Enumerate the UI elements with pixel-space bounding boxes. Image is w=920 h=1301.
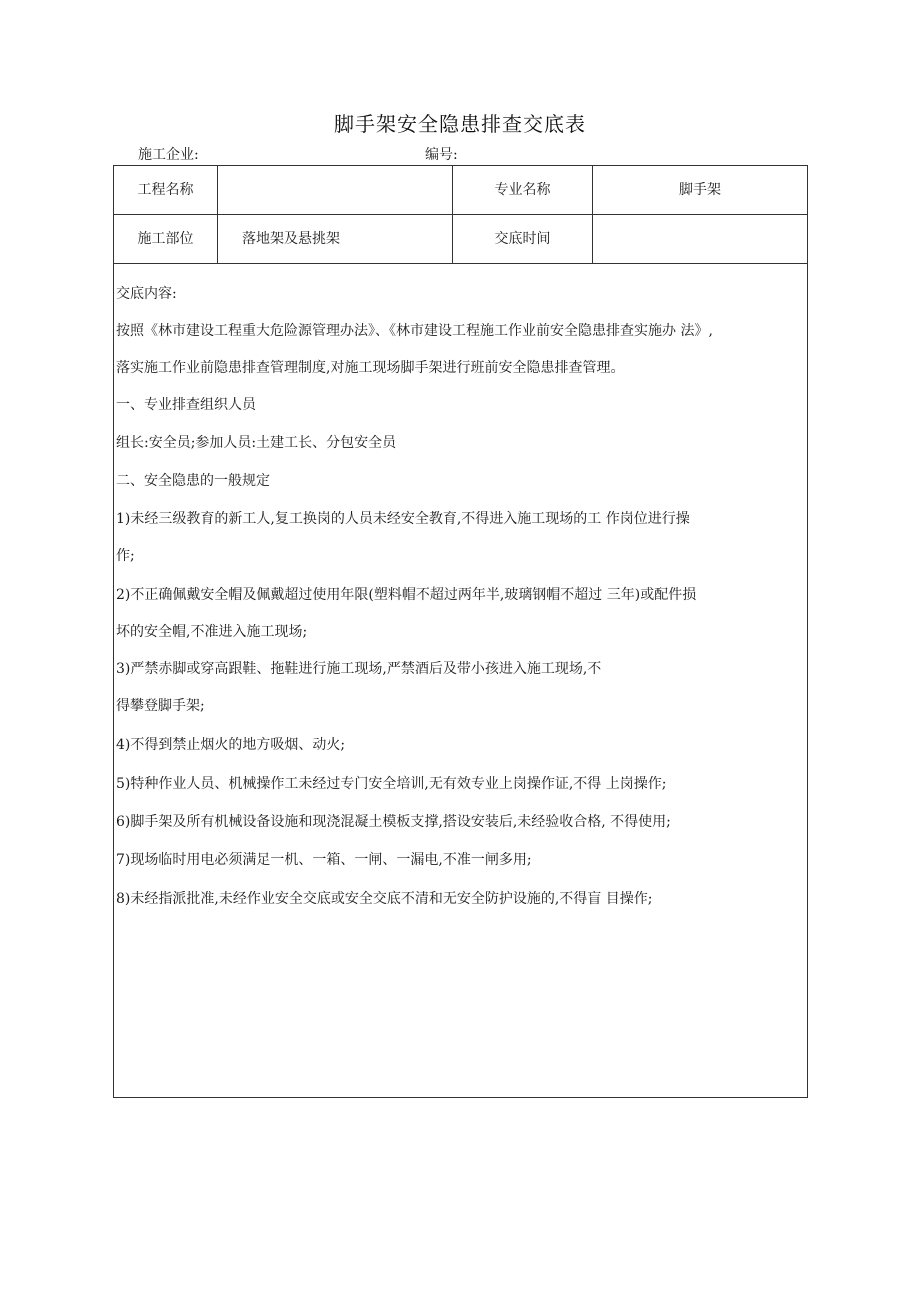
rule-item: 8)未经指派批准,未经作业安全交底或安全交底不清和无安全防护设施的,不得盲 目操作; bbox=[116, 891, 653, 907]
content-heading: 交底内容: bbox=[116, 286, 177, 302]
rule-item: 4)不得到禁止烟火的地方吸烟、动火; bbox=[116, 737, 346, 753]
location-value: 落地架及悬挑架 bbox=[218, 215, 453, 263]
table-row-project bbox=[114, 166, 807, 215]
rule-item: 7)现场临时用电必须满足一机、一箱、一闸、一漏电,不准一闸多用; bbox=[116, 852, 532, 868]
rule-item-continuation: 得攀登脚手架; bbox=[116, 698, 205, 714]
content-line: 落实施工作业前隐患排查管理制度,对施工现场脚手架进行班前安全隐患排查管理。 bbox=[116, 360, 625, 376]
content-line: 组长:安全员;参加人员:土建工长、分包安全员 bbox=[116, 435, 397, 451]
content-line: 按照《林市建设工程重大危险源管理办法》、《林市建设工程施工作业前安全隐患排查实施办 法》, bbox=[116, 323, 713, 339]
section-heading: 一、专业排查组织人员 bbox=[116, 397, 256, 413]
project-name-label: 工程名称 bbox=[114, 166, 218, 214]
location-label: 施工部位 bbox=[114, 215, 218, 263]
briefing-table bbox=[113, 165, 808, 1098]
rule-item: 3)严禁赤脚或穿高跟鞋、拖鞋进行施工现场,严禁酒后及带小孩进入施工现场,不 bbox=[116, 661, 602, 677]
table-row-location bbox=[114, 215, 807, 264]
document-title: 脚手架安全隐患排查交底表 bbox=[334, 112, 586, 136]
project-name-value bbox=[218, 166, 453, 214]
rule-item-continuation: 坏的安全帽,不准进入施工现场; bbox=[116, 624, 308, 640]
rule-item: 6)脚手架及所有机械设备设施和现浇混凝土模板支撑,搭设安装后,未经验收合格, 不得使用; bbox=[116, 814, 671, 830]
company-label: 施工企业: bbox=[138, 147, 199, 163]
rule-item: 1)未经三级教育的新工人,复工换岗的人员未经安全教育,不得进入施工现场的工 作岗位进行操 bbox=[116, 511, 690, 527]
section-heading: 二、安全隐患的一般规定 bbox=[116, 473, 270, 489]
specialty-value: 脚手架 bbox=[679, 182, 721, 198]
rule-item: 2)不正确佩戴安全帽及佩戴超过使用年限(塑料帽不超过两年半,玻璃钢帽不超过 三年)或配件损 bbox=[116, 587, 697, 603]
briefing-time-value bbox=[593, 215, 807, 263]
briefing-time-label: 交底时间 bbox=[453, 215, 593, 263]
specialty-label: 专业名称 bbox=[453, 166, 593, 214]
rule-item-continuation: 作; bbox=[116, 548, 135, 564]
rule-item: 5)特种作业人员、机械操作工未经过专门安全培训,无有效专业上岗操作证,不得 上岗操作; bbox=[116, 776, 667, 792]
number-label: 编号: bbox=[425, 147, 458, 163]
